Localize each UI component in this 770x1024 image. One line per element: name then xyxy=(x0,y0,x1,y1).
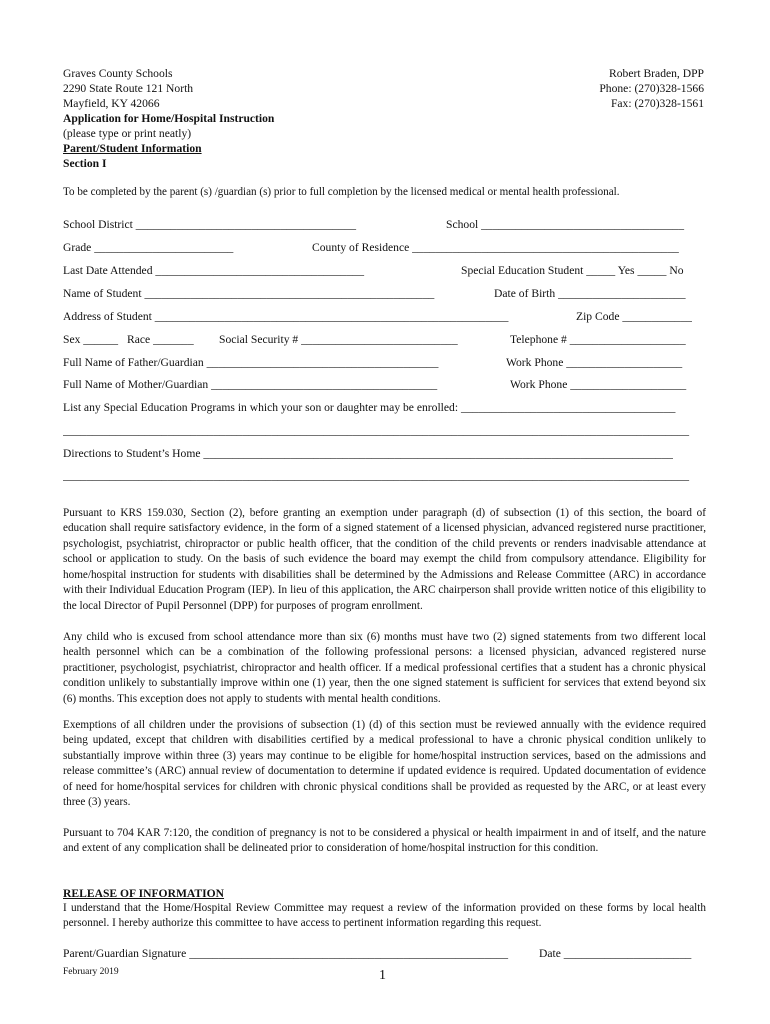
special-ed-programs-line2[interactable]: ____________________________________________________________________________________________________________ xyxy=(63,424,690,437)
footer-date: February 2019 xyxy=(63,967,119,977)
excused-attendance-paragraph: Any child who is excused from school attendance more than six (6) months must have two (2) signed statements from two different local health personnel which can be a combination of the following professional persons: a licensed physician, advanced registered nurse practitioner, psychologist, psychiatrist, chiropractor and health officer. If a medical professional certifies that a student has a chronic physical condition unlikely to substantially improve within one (1) year, then the one signed statement is sufficient for services that extend beyond six (6) months. This exception does not apply to students with mental health conditions. xyxy=(63,631,706,705)
last-date-attended-field[interactable]: Last Date Attended ____________________________________ xyxy=(63,264,365,277)
father-name-field[interactable]: Full Name of Father/Guardian ________________________________________ xyxy=(63,356,439,369)
krs-paragraph: Pursuant to KRS 159.030, Section (2), before granting an exemption under paragraph (d) of subsection (1) of this section, the board of education shall require satisfactory evidence, in the form of a signed statement of a licensed physician, advanced registered nurse practitioner, psychologist, psychiatrist, chiropractor or public health officer, that the condition of the child prevents or renders inadvisable attendance at school or application to study. On the basis of such evidence the board may exempt the child from compulsory attendance. Eligibility for home/hospital instruction for students with disabilities shall be determined by the Admissions and Release Committee (ARC) in accordance with their Individual Education Program (IEP). In lieu of this application, the ARC chairperson shall provide written notice of this eligibility to the local Director of Pupil Personnel (DPP) for purposes of program enrollment. xyxy=(63,507,706,612)
special-education-field[interactable]: Special Education Student _____ Yes _____ No xyxy=(461,264,684,277)
org-address-line2: Mayfield, KY 42066 xyxy=(63,97,160,110)
section-number: Section I xyxy=(63,157,107,170)
signature-date-field[interactable]: Date ______________________ xyxy=(539,947,692,960)
contact-fax: Fax: (270)328-1561 xyxy=(610,97,704,110)
county-field[interactable]: County of Residence ______________________________________________ xyxy=(312,241,679,254)
school-field[interactable]: School ___________________________________ xyxy=(446,218,684,231)
ssn-field[interactable]: Social Security # ___________________________ xyxy=(219,333,458,346)
page-number: 1 xyxy=(379,968,386,983)
exemptions-paragraph: Exemptions of all children under the provisions of subsection (1) (d) of this section must be reviewed annually with the evidence required being updated, except that children with disabilities certified by a medical professional to have a chronic physical condition unlikely to substantially improve within three (3) years may continue to be eligible for home/hospital instruction services, based on the admissions and release committee’s (ARC) annual review of documentation to determine if updated evidence is required. Updated documentation of evidence of need for home/hospital services for children with chronic physical conditions shall be provided as requested by the ARC, or at least every three (3) years. xyxy=(63,719,706,809)
release-heading: RELEASE OF INFORMATION xyxy=(63,887,225,900)
release-text: I understand that the Home/Hospital Review Committee may request a review of the information provided on these forms by local health personnel. I hereby authorize this committee to have access to pertinent information regarding this request. xyxy=(63,902,706,930)
org-address-line1: 2290 State Route 121 North xyxy=(63,82,194,95)
contact-name: Robert Braden, DPP xyxy=(609,67,704,80)
school-district-field[interactable]: School District ______________________________________ xyxy=(63,218,357,231)
mother-work-phone-field[interactable]: Work Phone ____________________ xyxy=(510,378,687,391)
instructions-note: (please type or print neatly) xyxy=(63,127,192,140)
student-name-field[interactable]: Name of Student __________________________________________________ xyxy=(63,287,435,300)
mother-name-field[interactable]: Full Name of Mother/Guardian _______________________________________ xyxy=(63,378,438,391)
directions-field[interactable]: Directions to Student’s Home _________________________________________________________________________________ xyxy=(63,447,673,460)
telephone-field[interactable]: Telephone # ____________________ xyxy=(510,333,686,346)
sex-field[interactable]: Sex ______ xyxy=(63,333,119,346)
pregnancy-paragraph: Pursuant to 704 KAR 7:120, the condition of pregnancy is not to be considered a physical or health impairment in and of itself, and the nature and extent of any complication shall be delineated prior to consideration of home/hospital instruction for this condition. xyxy=(63,827,706,855)
student-address-field[interactable]: Address of Student _____________________________________________________________ xyxy=(63,310,509,323)
directions-line2[interactable]: ____________________________________________________________________________________________________________ xyxy=(63,469,690,482)
grade-field[interactable]: Grade ________________________ xyxy=(63,241,234,254)
intro-text: To be completed by the parent (s) /guardian (s) prior to full completion by the licensed medical or mental health professional. xyxy=(63,186,620,198)
application-title: Application for Home/Hospital Instruction xyxy=(63,112,275,125)
special-ed-programs-field[interactable]: List any Special Education Programs in which your son or daughter may be enrolled: _____________________________________ xyxy=(63,401,676,414)
race-field[interactable]: Race _______ xyxy=(127,333,194,346)
date-of-birth-field[interactable]: Date of Birth ______________________ xyxy=(494,287,686,300)
parent-signature-field[interactable]: Parent/Guardian Signature _______________________________________________________ xyxy=(63,947,509,960)
father-work-phone-field[interactable]: Work Phone ____________________ xyxy=(506,356,683,369)
zip-code-field[interactable]: Zip Code ____________ xyxy=(576,310,692,323)
section-heading: Parent/Student Information xyxy=(63,142,202,155)
contact-phone: Phone: (270)328-1566 xyxy=(599,82,704,95)
org-name: Graves County Schools xyxy=(63,67,173,80)
